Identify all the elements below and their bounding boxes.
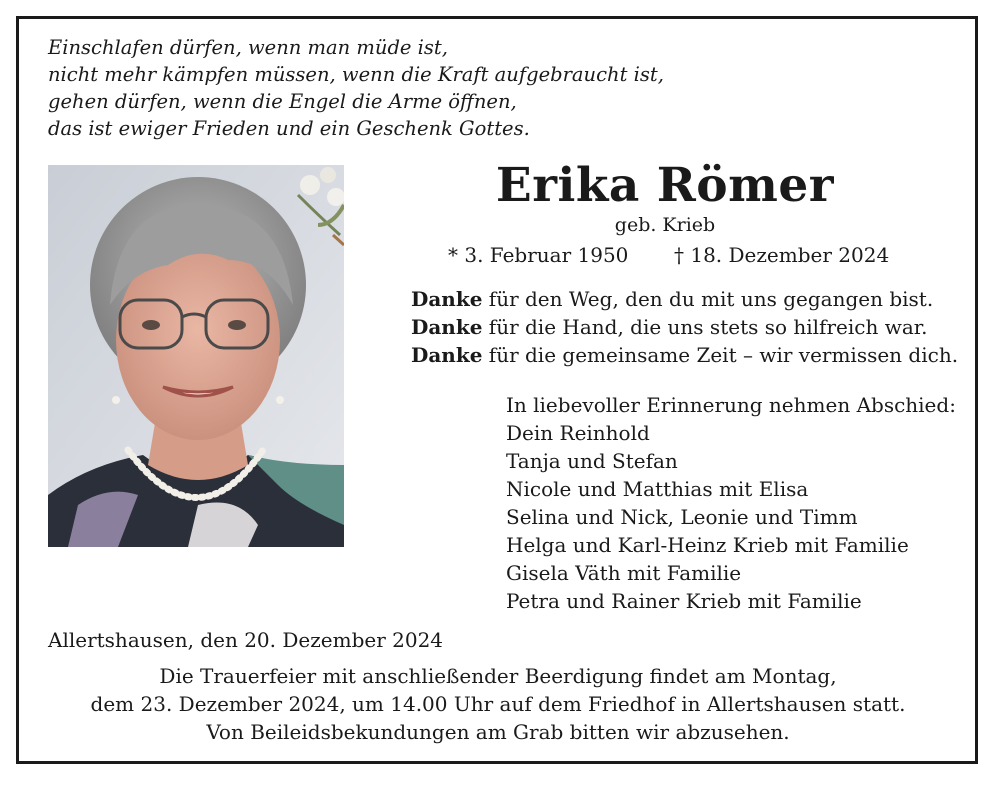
service-line: dem 23. Dezember 2024, um 14.00 Uhr auf dem Friedhof in Allertshausen statt. [90,692,906,716]
maiden-name: geb. Krieb [614,214,716,236]
birth-date: * 3. Februar 1950 [448,243,629,267]
deceased-name: Erika Römer [495,158,835,213]
mourner-name: Helga und Karl-Heinz Krieb mit Familie [506,533,909,557]
poem-line: gehen dürfen, wenn die Engel die Arme öffnen, [48,90,517,113]
mourner-name: Tanja und Stefan [506,449,678,473]
thanks-line [411,313,958,341]
place-date: Allertshausen, den 20. Dezember 2024 [48,628,444,652]
thanks-text: für den Weg, den du mit uns gegangen bist. [482,287,934,311]
thanks-line [411,341,958,369]
service-line: Von Beileidsbekundungen am Grab bitten wir abzusehen. [206,720,790,744]
mourners-list [506,391,956,615]
thanks-block [411,285,958,369]
thanks-text: für die gemeinsame Zeit – wir vermissen dich. [482,343,959,367]
thanks-keyword: Danke [411,287,483,311]
poem-line: nicht mehr kämpfen müssen, wenn die Kraft aufgebraucht ist, [48,63,664,86]
service-line: Die Trauerfeier mit anschließender Beerdigung findet am Montag, [159,664,837,688]
portrait-photo [48,165,344,547]
death-date: † 18. Dezember 2024 [674,243,890,267]
poem [48,34,664,142]
mourner-name: Dein Reinhold [506,421,650,445]
poem-line: das ist ewiger Frieden und ein Geschenk Gottes. [48,117,530,140]
mourners-intro: In liebevoller Erinnerung nehmen Abschied: [506,393,956,417]
portrait-photo-icon [48,165,344,547]
poem-line: Einschlafen dürfen, wenn man müde ist, [48,36,448,59]
thanks-text: für die Hand, die uns stets so hilfreich war. [482,315,928,339]
mourner-name: Selina und Nick, Leonie und Timm [506,505,858,529]
mourner-name: Petra und Rainer Krieb mit Familie [506,589,862,613]
thanks-keyword: Danke [411,343,483,367]
thanks-keyword: Danke [411,315,483,339]
service-info [48,662,948,746]
mourner-name: Gisela Väth mit Familie [506,561,742,585]
thanks-line [411,285,958,313]
mourner-name: Nicole und Matthias mit Elisa [506,477,809,501]
